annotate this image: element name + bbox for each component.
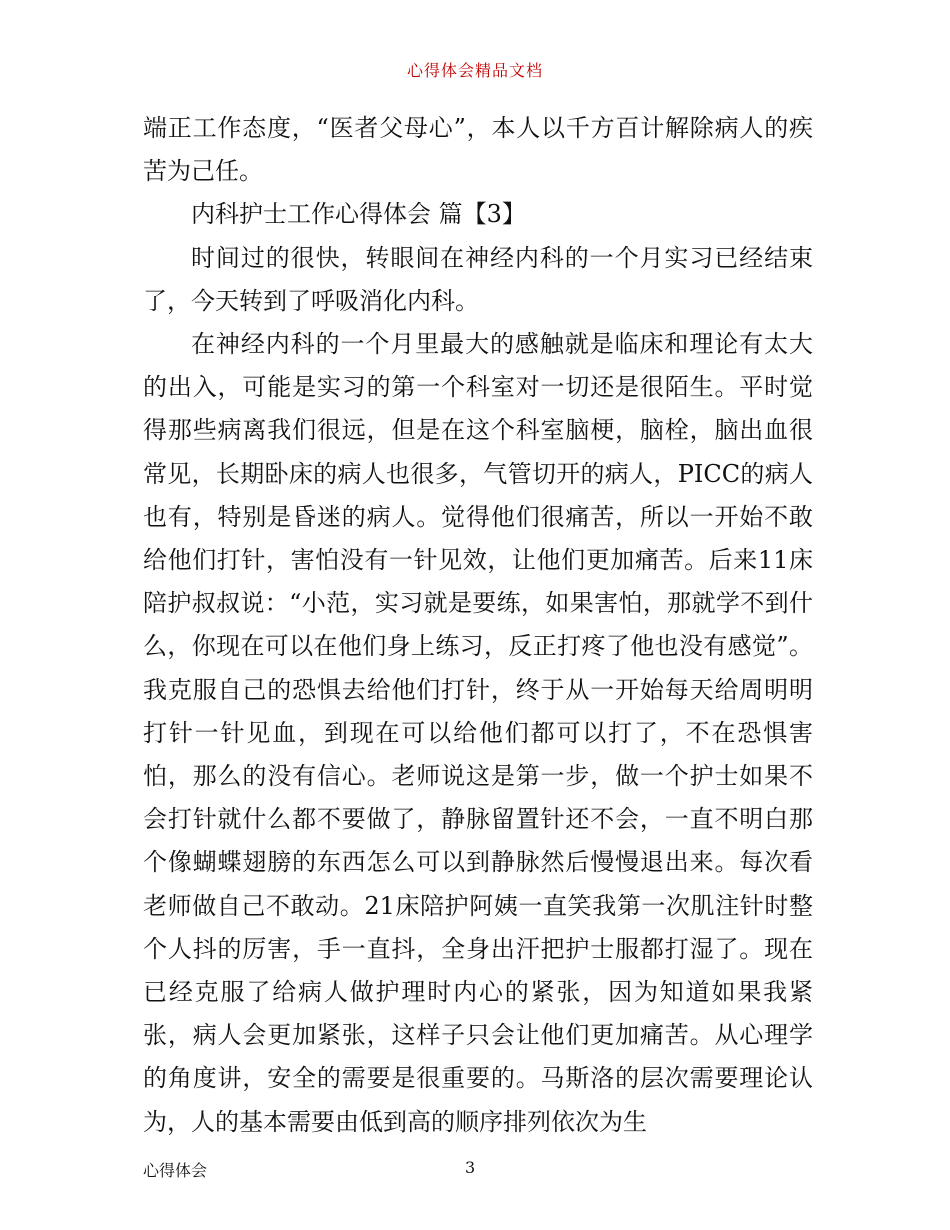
- document-body: [143, 107, 813, 1144]
- page-header-title: 心得体会精品文档: [406, 61, 543, 80]
- section-heading: 内科护士工作心得体会 篇【3】: [191, 200, 526, 229]
- paragraph-continuation: 端正工作态度，“医者父母心”，本人以千方百计解除病人的疾苦为己任。: [143, 114, 813, 186]
- page-number: 3: [465, 1158, 476, 1177]
- paragraph: 在神经内科的一个月里最大的感触就是临床和理论有太大的出入，可能是实习的第一个科室对一切还是很陌生。平时觉得那些病离我们很远，但是在这个科室脑梗，脑栓，脑出血很常见，长期卧床的病人也很多，气管切开的病人，PICC的病人也有，特别是昏迷的病人。觉得他们很痛苦，所以一开始不敢给他们打针，害怕没有一针见效，让他们更加痛苦。后来11床陪护叔叔说：“小范，实习就是要练，如果害怕，那就学不到什么，你现在可以在他们身上练习，反正打疼了他也没有感觉”。我克服自己的恐惧去给他们打针，终于从一开始每天给周明明打针一针见血，到现在可以给他们都可以打了，不在恐惧害怕，那么的没有信心。老师说这是第一步，做一个护士如果不会打针就什么都不要做了，静脉留置针还不会，一直不明白那个像蝴蝶翅膀的东西怎么可以到静脉然后慢慢退出来。每次看老师做自己不敢动。21床陪护阿姨一直笑我第一次肌注针时整个人抖的厉害，手一直抖，全身出汗把护士服都打湿了。现在已经克服了给病人做护理时内心的紧张，因为知道如果我紧张，病人会更加紧张，这样子只会让他们更加痛苦。从心理学的角度讲，安全的需要是很重要的。马斯洛的层次需要理论认为，人的基本需要由低到高的顺序排列依次为生: [143, 330, 813, 1136]
- paragraph: 时间过的很快，转眼间在神经内科的一个月实习已经结束了，今天转到了呼吸消化内科。: [143, 243, 813, 315]
- footer-label: 心得体会: [143, 1161, 208, 1180]
